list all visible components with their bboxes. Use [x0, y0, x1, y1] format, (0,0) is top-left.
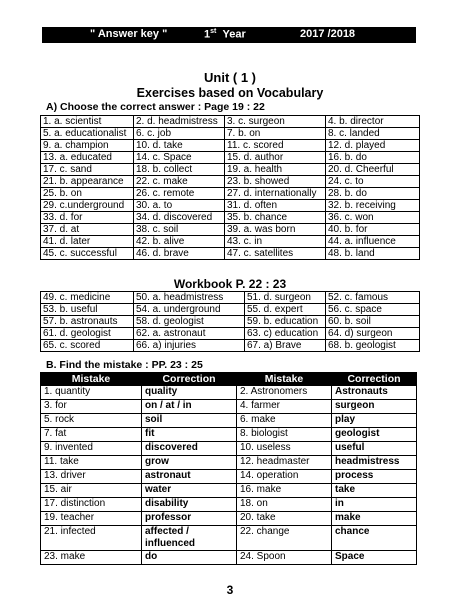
answer-key-label: " Answer key " — [90, 28, 168, 40]
answer-cell: 11. c. scored — [225, 140, 326, 152]
answer-cell: 56. c. space — [326, 304, 420, 316]
year-word: Year — [222, 28, 246, 41]
page-number: 3 — [226, 583, 234, 597]
mistake-cell: 5. rock — [41, 414, 142, 428]
column-header: Mistake — [41, 373, 142, 386]
answer-cell: 30. a. to — [134, 200, 225, 212]
subtitle: Exercises based on Vocabulary — [136, 86, 324, 100]
answer-cell: 6. c. job — [134, 128, 225, 140]
answer-cell: 53. b. useful — [41, 304, 134, 316]
answer-cell: 15. d. author — [225, 152, 326, 164]
answer-cell: 14. c. Space — [134, 152, 225, 164]
answer-cell: 42. b. alive — [134, 236, 225, 248]
table-row — [41, 442, 417, 456]
column-header: Mistake — [237, 373, 332, 386]
ordinal-sup: st — [210, 28, 217, 35]
answer-cell: 37. d. at — [41, 224, 134, 236]
table-row — [41, 340, 420, 352]
mistake-cell: 19. teacher — [41, 512, 142, 526]
correction-cell: geologist — [332, 428, 417, 442]
answer-cell: 4. b. director — [326, 116, 420, 128]
year-label — [204, 28, 246, 41]
table-row — [41, 236, 420, 248]
answer-cell: 61. d. geologist — [41, 328, 134, 340]
answer-cell: 51. d. surgeon — [245, 292, 326, 304]
table-row — [41, 512, 417, 526]
mistake-cell: 21. infected — [41, 526, 142, 551]
mistake-cell: 23. make — [41, 551, 142, 565]
mistake-cell: 22. change — [237, 526, 332, 551]
answer-cell: 55. d. expert — [245, 304, 326, 316]
correction-cell: on / at / in — [142, 400, 237, 414]
answer-cell: 41. d. later — [41, 236, 134, 248]
answer-cell: 40. b. for — [326, 224, 420, 236]
table-row — [41, 140, 420, 152]
answer-cell: 17. c. sand — [41, 164, 134, 176]
table-row — [41, 176, 420, 188]
mistake-cell: 16. make — [237, 484, 332, 498]
table-row — [41, 498, 417, 512]
answer-cell: 29. c.underground — [41, 200, 134, 212]
mistakes-table — [40, 372, 417, 565]
answer-cell: 24. c. to — [326, 176, 420, 188]
answer-cell: 44. a. influence — [326, 236, 420, 248]
answer-cell: 21. b. appearance — [41, 176, 134, 188]
answer-cell: 39. a. was born — [225, 224, 326, 236]
answer-cell: 50. a. headmistress — [134, 292, 245, 304]
answer-cell: 66. a) injuries — [134, 340, 245, 352]
mistake-cell: 9. invented — [41, 442, 142, 456]
answer-cell: 32. b. receiving — [326, 200, 420, 212]
correction-cell: do — [142, 551, 237, 565]
mistake-cell: 24. Spoon — [237, 551, 332, 565]
table-row — [41, 484, 417, 498]
mistake-cell: 1. quantity — [41, 386, 142, 400]
correction-cell: headmistress — [332, 456, 417, 470]
section-b-title: B. Find the mistake : PP. 23 : 25 — [46, 359, 203, 371]
mistake-cell: 15. air — [41, 484, 142, 498]
answer-cell: 54. a. underground — [134, 304, 245, 316]
answers-table-a — [40, 115, 420, 260]
correction-cell: in — [332, 498, 417, 512]
answer-cell: 63. c) education — [245, 328, 326, 340]
mistake-cell: 4. farmer — [237, 400, 332, 414]
correction-cell: Space — [332, 551, 417, 565]
table-row — [41, 414, 417, 428]
mistake-cell: 10. useless — [237, 442, 332, 456]
answer-cell: 19. a. health — [225, 164, 326, 176]
answer-cell: 8. c. landed — [326, 128, 420, 140]
header-bar — [42, 27, 416, 43]
answer-cell: 68. b. geologist — [326, 340, 420, 352]
table-row — [41, 551, 417, 565]
table-row — [41, 470, 417, 484]
correction-cell: play — [332, 414, 417, 428]
mistake-cell: 12. headmaster — [237, 456, 332, 470]
mistake-cell: 3. for — [41, 400, 142, 414]
column-header: Correction — [142, 373, 237, 386]
answer-cell: 12. d. played — [326, 140, 420, 152]
correction-cell: discovered — [142, 442, 237, 456]
answer-cell: 43. c. in — [225, 236, 326, 248]
answer-cell: 28. b. do — [326, 188, 420, 200]
mistake-cell: 20. take — [237, 512, 332, 526]
table-row — [41, 212, 420, 224]
answer-cell: 65. c. scored — [41, 340, 134, 352]
correction-cell: affected / influenced — [142, 526, 237, 551]
table-row — [41, 224, 420, 236]
answer-cell: 9. a. champion — [41, 140, 134, 152]
answer-cell: 67. a) Brave — [245, 340, 326, 352]
table-row — [41, 188, 420, 200]
answer-cell: 33. d. for — [41, 212, 134, 224]
section-a-title: A) Choose the correct answer : Page 19 : 22 — [46, 101, 265, 113]
correction-cell: grow — [142, 456, 237, 470]
correction-cell: quality — [142, 386, 237, 400]
table-row — [41, 328, 420, 340]
table-row — [41, 304, 420, 316]
unit-title: Unit ( 1 ) — [204, 70, 256, 85]
correction-cell: Astronauts — [332, 386, 417, 400]
answers-table-workbook — [40, 291, 420, 352]
answer-cell: 57. b. astronauts — [41, 316, 134, 328]
correction-cell: take — [332, 484, 417, 498]
answer-cell: 36. c. won — [326, 212, 420, 224]
correction-cell: soil — [142, 414, 237, 428]
correction-cell: surgeon — [332, 400, 417, 414]
correction-cell: astronaut — [142, 470, 237, 484]
answer-cell: 10. d. take — [134, 140, 225, 152]
correction-cell: useful — [332, 442, 417, 456]
correction-cell: process — [332, 470, 417, 484]
answer-cell: 58. d. geologist — [134, 316, 245, 328]
column-header: Correction — [332, 373, 417, 386]
answer-cell: 20. d. Cheerful — [326, 164, 420, 176]
correction-cell: make — [332, 512, 417, 526]
mistake-cell: 13. driver — [41, 470, 142, 484]
mistake-cell: 2. Astronomers — [237, 386, 332, 400]
workbook-title: Workbook P. 22 : 23 — [173, 277, 287, 291]
table-row — [41, 292, 420, 304]
answer-cell: 64. d) surgeon — [326, 328, 420, 340]
table-row — [41, 456, 417, 470]
answer-cell: 48. b. land — [326, 248, 420, 260]
answer-cell: 7. b. on — [225, 128, 326, 140]
answer-cell: 23. b. showed — [225, 176, 326, 188]
answer-cell: 2. d. headmistress — [134, 116, 225, 128]
table-row — [41, 200, 420, 212]
answer-cell: 52. c. famous — [326, 292, 420, 304]
correction-cell: fit — [142, 428, 237, 442]
ordinal: 1 — [204, 28, 211, 41]
table-row — [41, 526, 417, 551]
mistake-cell: 8. biologist — [237, 428, 332, 442]
table-header-row — [41, 373, 417, 386]
answer-cell: 47. c. satellites — [225, 248, 326, 260]
answer-cell: 34. d. discovered — [134, 212, 225, 224]
mistake-cell: 14. operation — [237, 470, 332, 484]
table-row — [41, 116, 420, 128]
answer-cell: 13. a. educated — [41, 152, 134, 164]
mistake-cell: 7. fat — [41, 428, 142, 442]
answer-cell: 27. d. internationally — [225, 188, 326, 200]
answer-cell: 26. c. remote — [134, 188, 225, 200]
answer-cell: 3. c. surgeon — [225, 116, 326, 128]
answer-cell: 62. a. astronaut — [134, 328, 245, 340]
mistake-cell: 11. take — [41, 456, 142, 470]
correction-cell: water — [142, 484, 237, 498]
correction-cell: chance — [332, 526, 417, 551]
table-row — [41, 248, 420, 260]
answer-cell: 35. b. chance — [225, 212, 326, 224]
answer-cell: 45. c. successful — [41, 248, 134, 260]
answer-cell: 5. a. educationalist — [41, 128, 134, 140]
correction-cell: disability — [142, 498, 237, 512]
table-row — [41, 386, 417, 400]
answer-cell: 31. d. often — [225, 200, 326, 212]
table-row — [41, 400, 417, 414]
table-row — [41, 316, 420, 328]
mistake-cell: 17. distinction — [41, 498, 142, 512]
mistake-cell: 18. on — [237, 498, 332, 512]
answer-cell: 38. c. soil — [134, 224, 225, 236]
table-row — [41, 164, 420, 176]
school-years: 2017 /2018 — [300, 28, 356, 40]
answer-cell: 59. b. education — [245, 316, 326, 328]
answer-cell: 46. d. brave — [134, 248, 225, 260]
table-row — [41, 428, 417, 442]
answer-cell: 16. b. do — [326, 152, 420, 164]
table-row — [41, 128, 420, 140]
answer-cell: 1. a. scientist — [41, 116, 134, 128]
correction-cell: professor — [142, 512, 237, 526]
answer-cell: 18. b. collect — [134, 164, 225, 176]
answer-cell: 60. b. soil — [326, 316, 420, 328]
answer-cell: 25. b. on — [41, 188, 134, 200]
mistake-cell: 6. make — [237, 414, 332, 428]
table-row — [41, 152, 420, 164]
answer-cell: 49. c. medicine — [41, 292, 134, 304]
answer-cell: 22. c. make — [134, 176, 225, 188]
